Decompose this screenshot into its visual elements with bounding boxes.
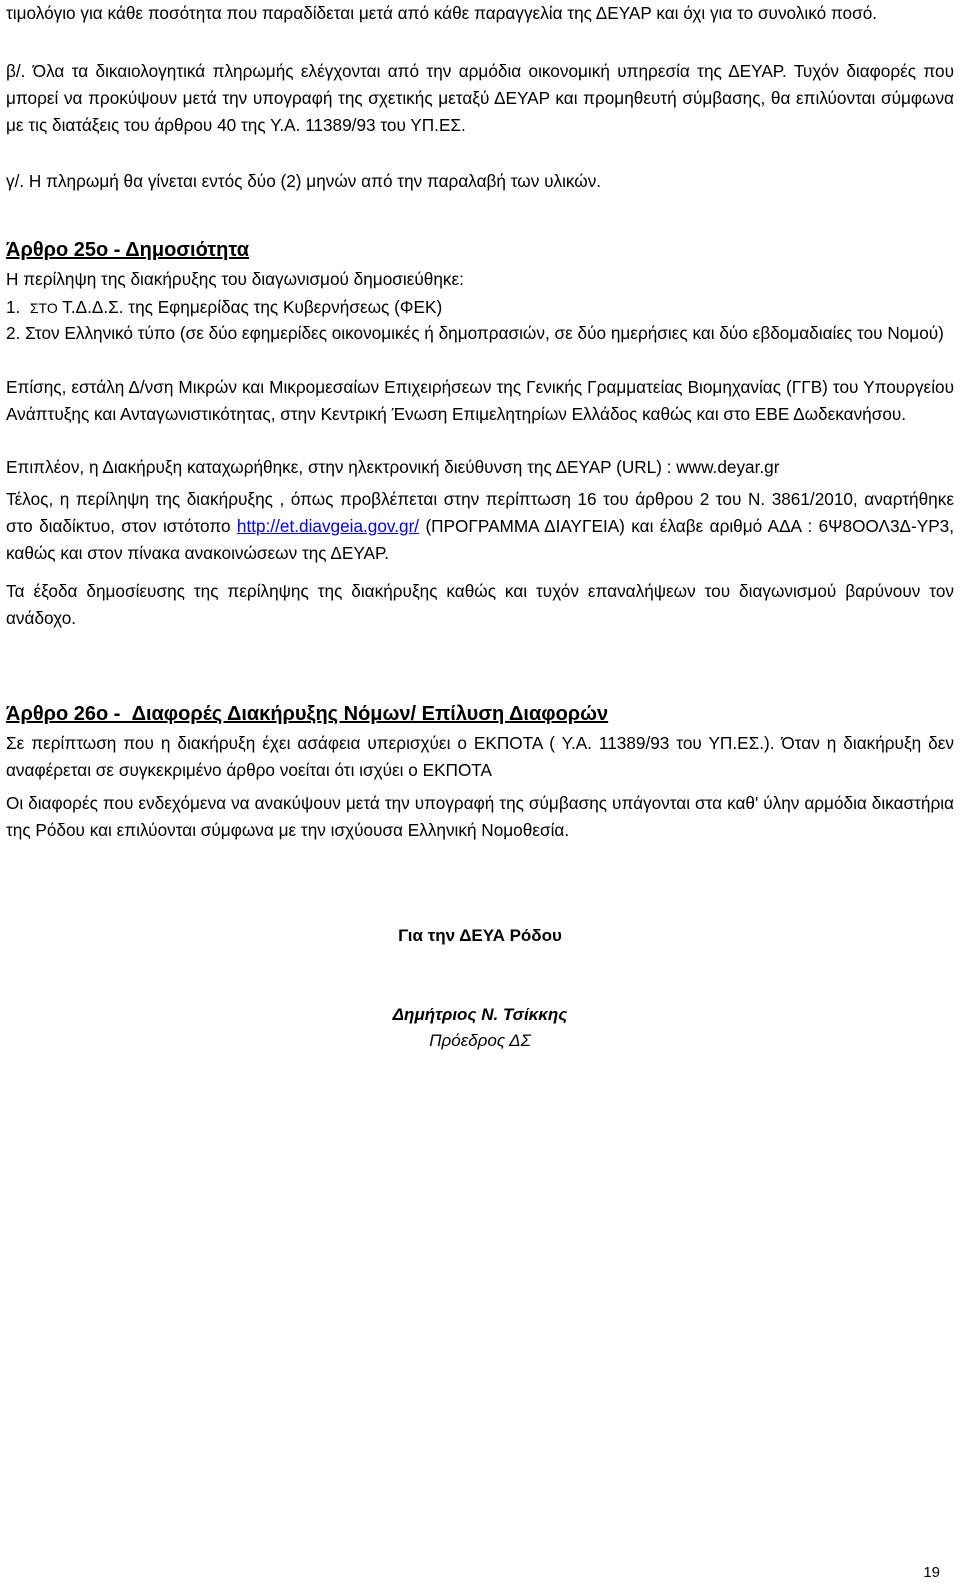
article-25-moreover: Επιπλέον, η Διακήρυξη καταχωρήθηκε, στην ηλεκτρονική διεύθυνση της ΔΕΥΑΡ (URL) : www.deyar.gr bbox=[6, 457, 780, 477]
article-26-paragraph-2: Οι διαφορές που ενδεχόμενα να ανακύψουν μετά την υπογραφή της σύμβασης υπάγονται στα καθ' ύλην αρμόδια δικαστήρια της Ρόδου και επιλύονται σύμφωνα με την ισχύουσα Ελληνική Νομοθεσία. bbox=[6, 793, 954, 840]
article-26-heading-prefix: Άρθρο 26ο - bbox=[6, 703, 121, 725]
article-25-item-1 bbox=[6, 294, 954, 322]
signature-role: Πρόεδρος ΔΣ bbox=[429, 1031, 531, 1050]
signature-name: Δημήτριος Ν. Τσίκκης bbox=[392, 1005, 568, 1024]
document-page bbox=[6, 0, 954, 1590]
item-1-number: 1. bbox=[6, 297, 21, 317]
paragraph-b: β/. Όλα τα δικαιολογητικά πληρωμής ελέγχονται από την αρμόδια οικονομική υπηρεσία της ΔΕΥΑΡ. Τυχόν διαφορές που μπορεί να προκύψουν μετά την υπογραφή της σχετικής μεταξύ ΔΕΥΑΡ και προμηθευτή σύμβασης, θα επιλύονται σύμφωνα με τις διατάξεις του άρθρου 40 της Υ.Α. 11389/93 του ΥΠ.ΕΣ. bbox=[6, 61, 954, 135]
article-25-heading bbox=[6, 236, 249, 264]
article-25-heading-title: Δημοσιότητα bbox=[125, 239, 250, 261]
paragraph-c: γ/. Η πληρωμή θα γίνεται εντός δύο (2) μηνών από την παραλαβή των υλικών. bbox=[6, 171, 602, 191]
article-25-heading-prefix: Άρθρο 25ο - bbox=[6, 239, 126, 261]
finally-text-pre: Τέλος, η περίληψη της διακήρυξης , όπως προβλέπεται στην περίπτωση 16 του άρθρου 2 του Ν. 3861/2010, αναρτήθηκε στο διαδίκτυο, στον ιστότοπο bbox=[6, 489, 954, 536]
item-1-small-caps: ΣΤΟ bbox=[29, 300, 58, 316]
article-25-intro: Η περίληψη της διακήρυξης του διαγωνισμού δημοσιεύθηκε: bbox=[6, 269, 464, 289]
article-25-finally bbox=[6, 486, 954, 567]
diavgeia-link[interactable]: http://et.diavgeia.gov.gr/ bbox=[236, 516, 420, 536]
article-25-also: Επίσης, εστάλη Δ/νση Μικρών και Μικρομεσαίων Επιχειρήσεων της Γενικής Γραμματείας Βιομηχανίας (ΓΓΒ) του Υπουργείου Ανάπτυξης και Ανταγωνιστικότητας, στην Κεντρική Ένωση Επιμελητηρίων Ελλάδος καθώς και στο ΕΒΕ Δωδεκανήσου. bbox=[6, 377, 954, 424]
signature-organization: Για την ΔΕΥΑ Ρόδου bbox=[398, 926, 562, 945]
paragraph-intro: τιμολόγιο για κάθε ποσότητα που παραδίδεται μετά από κάθε παραγγελία της ΔΕΥΑΡ και όχι για το συνολικό ποσό. bbox=[6, 3, 878, 23]
finally-text-post: (ΠΡΟΓΡΑΜΜΑ ΔΙΑΥΓΕΙΑ) και έλαβε αριθμό ΑΔΑ : 6Ψ8ΟΟΛ3Δ-ΥΡ3, καθώς και στον πίνακα ανακοινώσεων της ΔΕΥΑΡ. bbox=[6, 516, 954, 563]
article-25-item-2: 2. Στον Ελληνικό τύπο (σε δύο εφημερίδες οικονομικές ή δημοπρασιών, σε δύο ημερήσιες και δύο εβδομαδιαίες του Νομού) bbox=[6, 323, 944, 343]
article-26-heading bbox=[6, 700, 608, 728]
article-26-heading-title: Διαφορές Διακήρυξης Νόμων/ Επίλυση Διαφορών bbox=[131, 703, 609, 725]
article-26-paragraph-1: Σε περίπτωση που η διακήρυξη έχει ασάφεια υπερισχύει ο ΕΚΠΟΤΑ ( Υ.Α. 11389/93 του ΥΠ.ΕΣ.). Όταν η διακήρυξη δεν αναφέρεται σε συγκεκριμένο άρθρο νοείται ότι ισχύει ο ΕΚΠΟΤΑ bbox=[6, 733, 954, 780]
page-number: 19 bbox=[923, 1564, 940, 1581]
item-1-text: Τ.Δ.Δ.Σ. της Εφημερίδας της Κυβερνήσεως (ΦΕΚ) bbox=[62, 297, 443, 317]
article-25-costs: Τα έξοδα δημοσίευσης της περίληψης της διακήρυξης καθώς και τυχόν επαναλήψεων του διαγωνισμού βαρύνουν τον ανάδοχο. bbox=[6, 581, 954, 628]
